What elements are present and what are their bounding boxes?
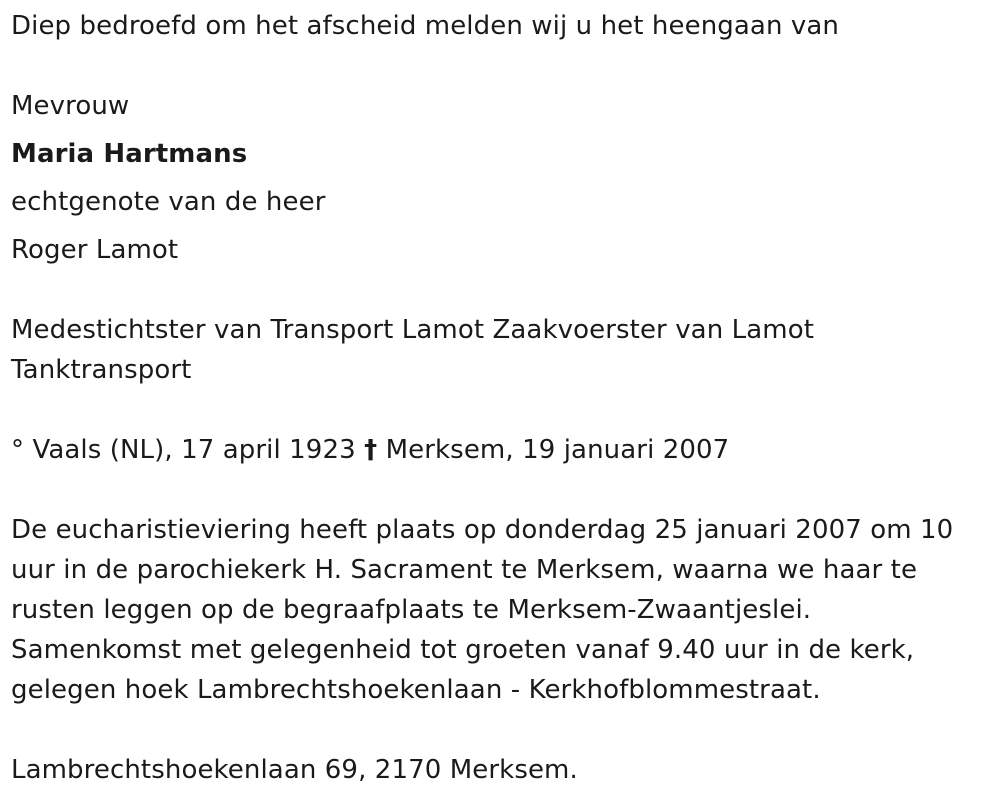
honorific: Mevrouw xyxy=(11,91,130,121)
birth-info: ° Vaals (NL), 17 april 1923 xyxy=(11,435,356,465)
death-info: Merksem, 19 januari 2007 xyxy=(385,435,730,465)
role-line: Medestichtster van Transport Lamot Zaakvoerster van Lamot xyxy=(11,315,815,345)
intro-text: Diep bedroefd om het afscheid melden wij u het heengaan van xyxy=(11,11,839,41)
ceremony-line: rusten leggen op de begraafplaats te Merksem-Zwaantjeslei. xyxy=(11,595,812,625)
deceased-name: Maria Hartmans xyxy=(11,139,248,169)
ceremony-line: De eucharistieviering heeft plaats op donderdag 25 januari 2007 om 10 xyxy=(11,515,954,545)
ceremony-line: gelegen hoek Lambrechtshoekenlaan - Kerkhofblommestraat. xyxy=(11,675,821,705)
ceremony-line: uur in de parochiekerk H. Sacrament te Merksem, waarna we haar te xyxy=(11,555,918,585)
role-line: Tanktransport xyxy=(11,355,192,385)
spouse-name: Roger Lamot xyxy=(11,235,179,265)
spouse-label: echtgenote van de heer xyxy=(11,187,326,217)
life-dates xyxy=(11,430,729,470)
ceremony-line: Samenkomst met gelegenheid tot groeten vanaf 9.40 uur in de kerk, xyxy=(11,635,915,665)
cross-icon: † xyxy=(364,435,378,465)
address: Lambrechtshoekenlaan 69, 2170 Merksem. xyxy=(11,755,578,785)
